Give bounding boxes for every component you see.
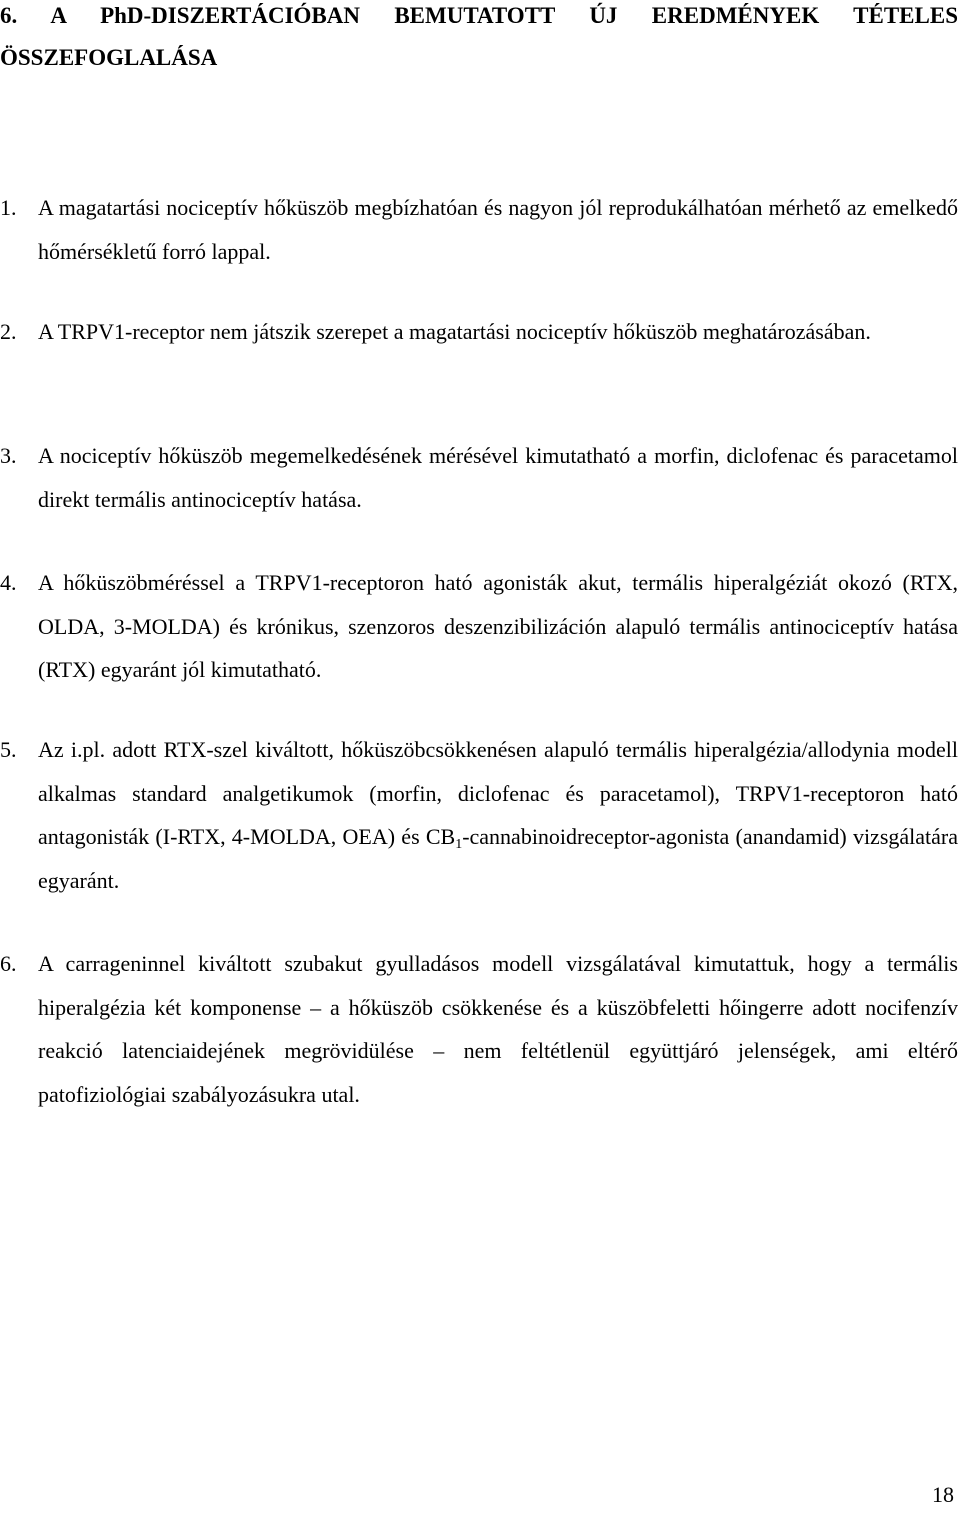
item-number: 1. — [0, 195, 17, 220]
section-heading-line-2: ÖSSZEFOGLALÁSA — [0, 45, 218, 70]
item-text: A nociceptív hőküszöb megemelkedésének mérésével kimutatható a morfin, diclofenac és paracetamol direkt termális antinociceptív hatása. — [38, 443, 958, 512]
item-number: 5. — [0, 737, 17, 762]
result-item-3 — [0, 434, 958, 521]
item-text: A TRPV1-receptor nem játszik szerepet a magatartási nociceptív hőküszöb meghatározásában. — [38, 319, 871, 344]
result-item-1 — [0, 186, 958, 273]
item-text-tail: -cannabinoidreceptor-agonista (anandamid) vizsgálatára egyaránt. — [38, 824, 958, 893]
result-item-2 — [0, 310, 958, 354]
item-text: A magatartási nociceptív hőküszöb megbízhatóan és nagyon jól reprodukálhatóan mérhető az emelkedő hőmérsékletű forró lappal. — [38, 195, 958, 264]
section-number: 6. — [0, 3, 18, 28]
item-number: 3. — [0, 443, 17, 468]
item-text: A hőküszöbméréssel a TRPV1-receptoron ható agonisták akut, termális hiperalgéziát okozó (RTX, OLDA, 3-MOLDA) és krónikus, szenzoros deszenzibilizáción alapuló termális antinociceptív hatása (RTX) egyaránt jól kimutatható. — [38, 570, 958, 682]
section-heading — [0, 0, 958, 79]
result-item-6 — [0, 942, 958, 1116]
item-number: 2. — [0, 319, 17, 344]
item-text: A carrageninnel kiváltott szubakut gyulladásos modell vizsgálatával kimutattuk, hogy a termális hiperalgézia két komponense – a hőküszöb csökkenése és a küszöbfeletti hőingerre adott nocifenzív reakció latenciaidejének megrövidülése – nem feltétlenül együttjáró jelenségek, ami eltérő patofiziológiai szabályozásukra utal. — [38, 951, 958, 1107]
subscript-one: 1 — [455, 837, 463, 852]
page-number: 18 — [932, 1482, 954, 1507]
item-number: 6. — [0, 951, 17, 976]
item-text-main: Az i.pl. adott RTX-szel kiváltott, hőküszöbcsökkenésen alapuló termális hiperalgézia/allodynia modell alkalmas standard analgetikumok (morfin, diclofenac és paracetamol), TRPV1-receptoron ható antagonisták (I-RTX, 4-MOLDA, OEA) és CB — [38, 737, 958, 849]
item-text — [38, 728, 958, 902]
result-item-5 — [0, 728, 958, 902]
item-number: 4. — [0, 570, 17, 595]
section-title-part-1: A PhD-DISZERTÁCIÓBAN BEMUTATOTT ÚJ EREDMÉNYEK TÉTELES — [50, 3, 958, 28]
result-item-4 — [0, 561, 958, 692]
section-heading-line-1 — [0, 0, 958, 37]
